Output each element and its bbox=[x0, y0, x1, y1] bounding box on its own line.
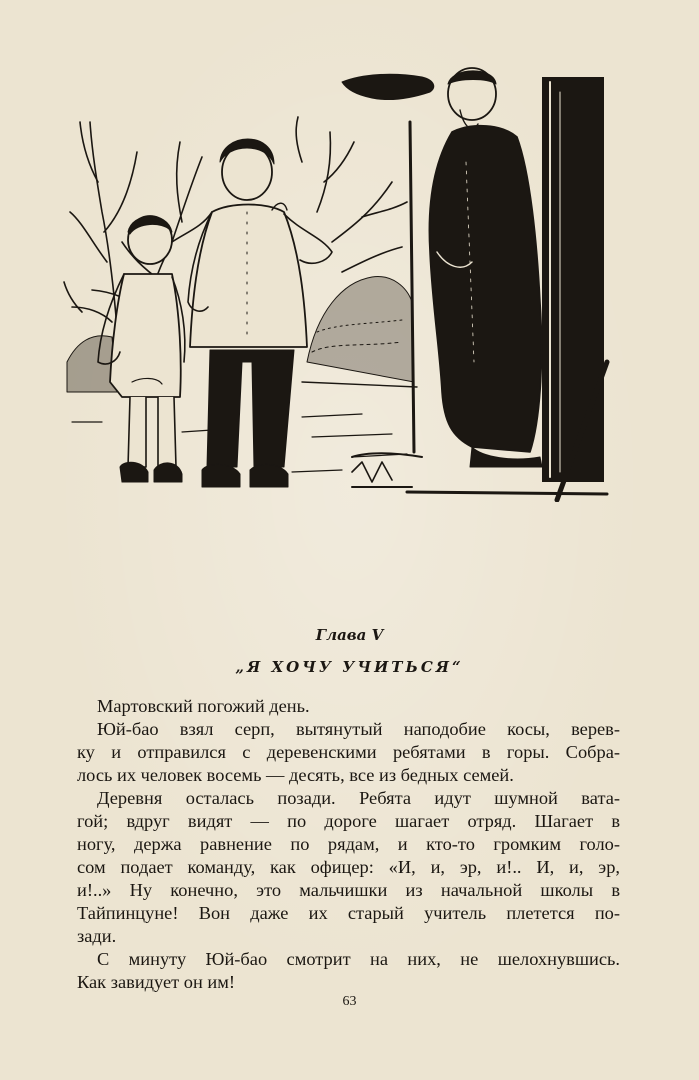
text-line: зади. bbox=[77, 926, 117, 946]
text-line: ногу, держа равнение по рядам, и кто-то громким голо- bbox=[77, 834, 620, 854]
text-line: гой; вдруг видят — по дороге шагает отряд. Шагает в bbox=[77, 811, 620, 831]
text-line: С минуту Юй-бао смотрит на них, не шелохнувшись. bbox=[97, 949, 620, 969]
doorway bbox=[542, 77, 607, 500]
text-line: Тайпинцуне! Вон даже их старый учитель плетется по- bbox=[77, 903, 620, 923]
illustration bbox=[62, 62, 614, 502]
girl-figure bbox=[188, 139, 332, 487]
text-line: ку и отправился с деревенскими ребятами в горы. Собра- bbox=[77, 742, 620, 762]
chapter-number: Глава V bbox=[315, 626, 384, 644]
text-line: Деревня осталась позади. Ребята идут шумной вата- bbox=[97, 788, 620, 808]
body-text bbox=[77, 695, 620, 994]
text-line: и!..» Ну конечно, это мальчишки из начальной школы в bbox=[77, 880, 620, 900]
page-number: 63 bbox=[342, 994, 357, 1009]
text-line: Как завидует он им! bbox=[77, 972, 236, 992]
text-line: Мартовский погожий день. bbox=[97, 696, 310, 716]
text-line: Юй-бао взял серп, вытянутый наподобие косы, верев- bbox=[97, 719, 620, 739]
chapter-title: „Я ХОЧУ УЧИТЬСЯ“ bbox=[235, 658, 464, 676]
old-man-figure bbox=[429, 68, 542, 467]
text-line: сом подает команду, как офицер: «И, и, эр, и!.. И, и, эр, bbox=[77, 857, 620, 877]
text-line: лось их человек восемь — десять, все из бедных семей. bbox=[77, 765, 514, 785]
